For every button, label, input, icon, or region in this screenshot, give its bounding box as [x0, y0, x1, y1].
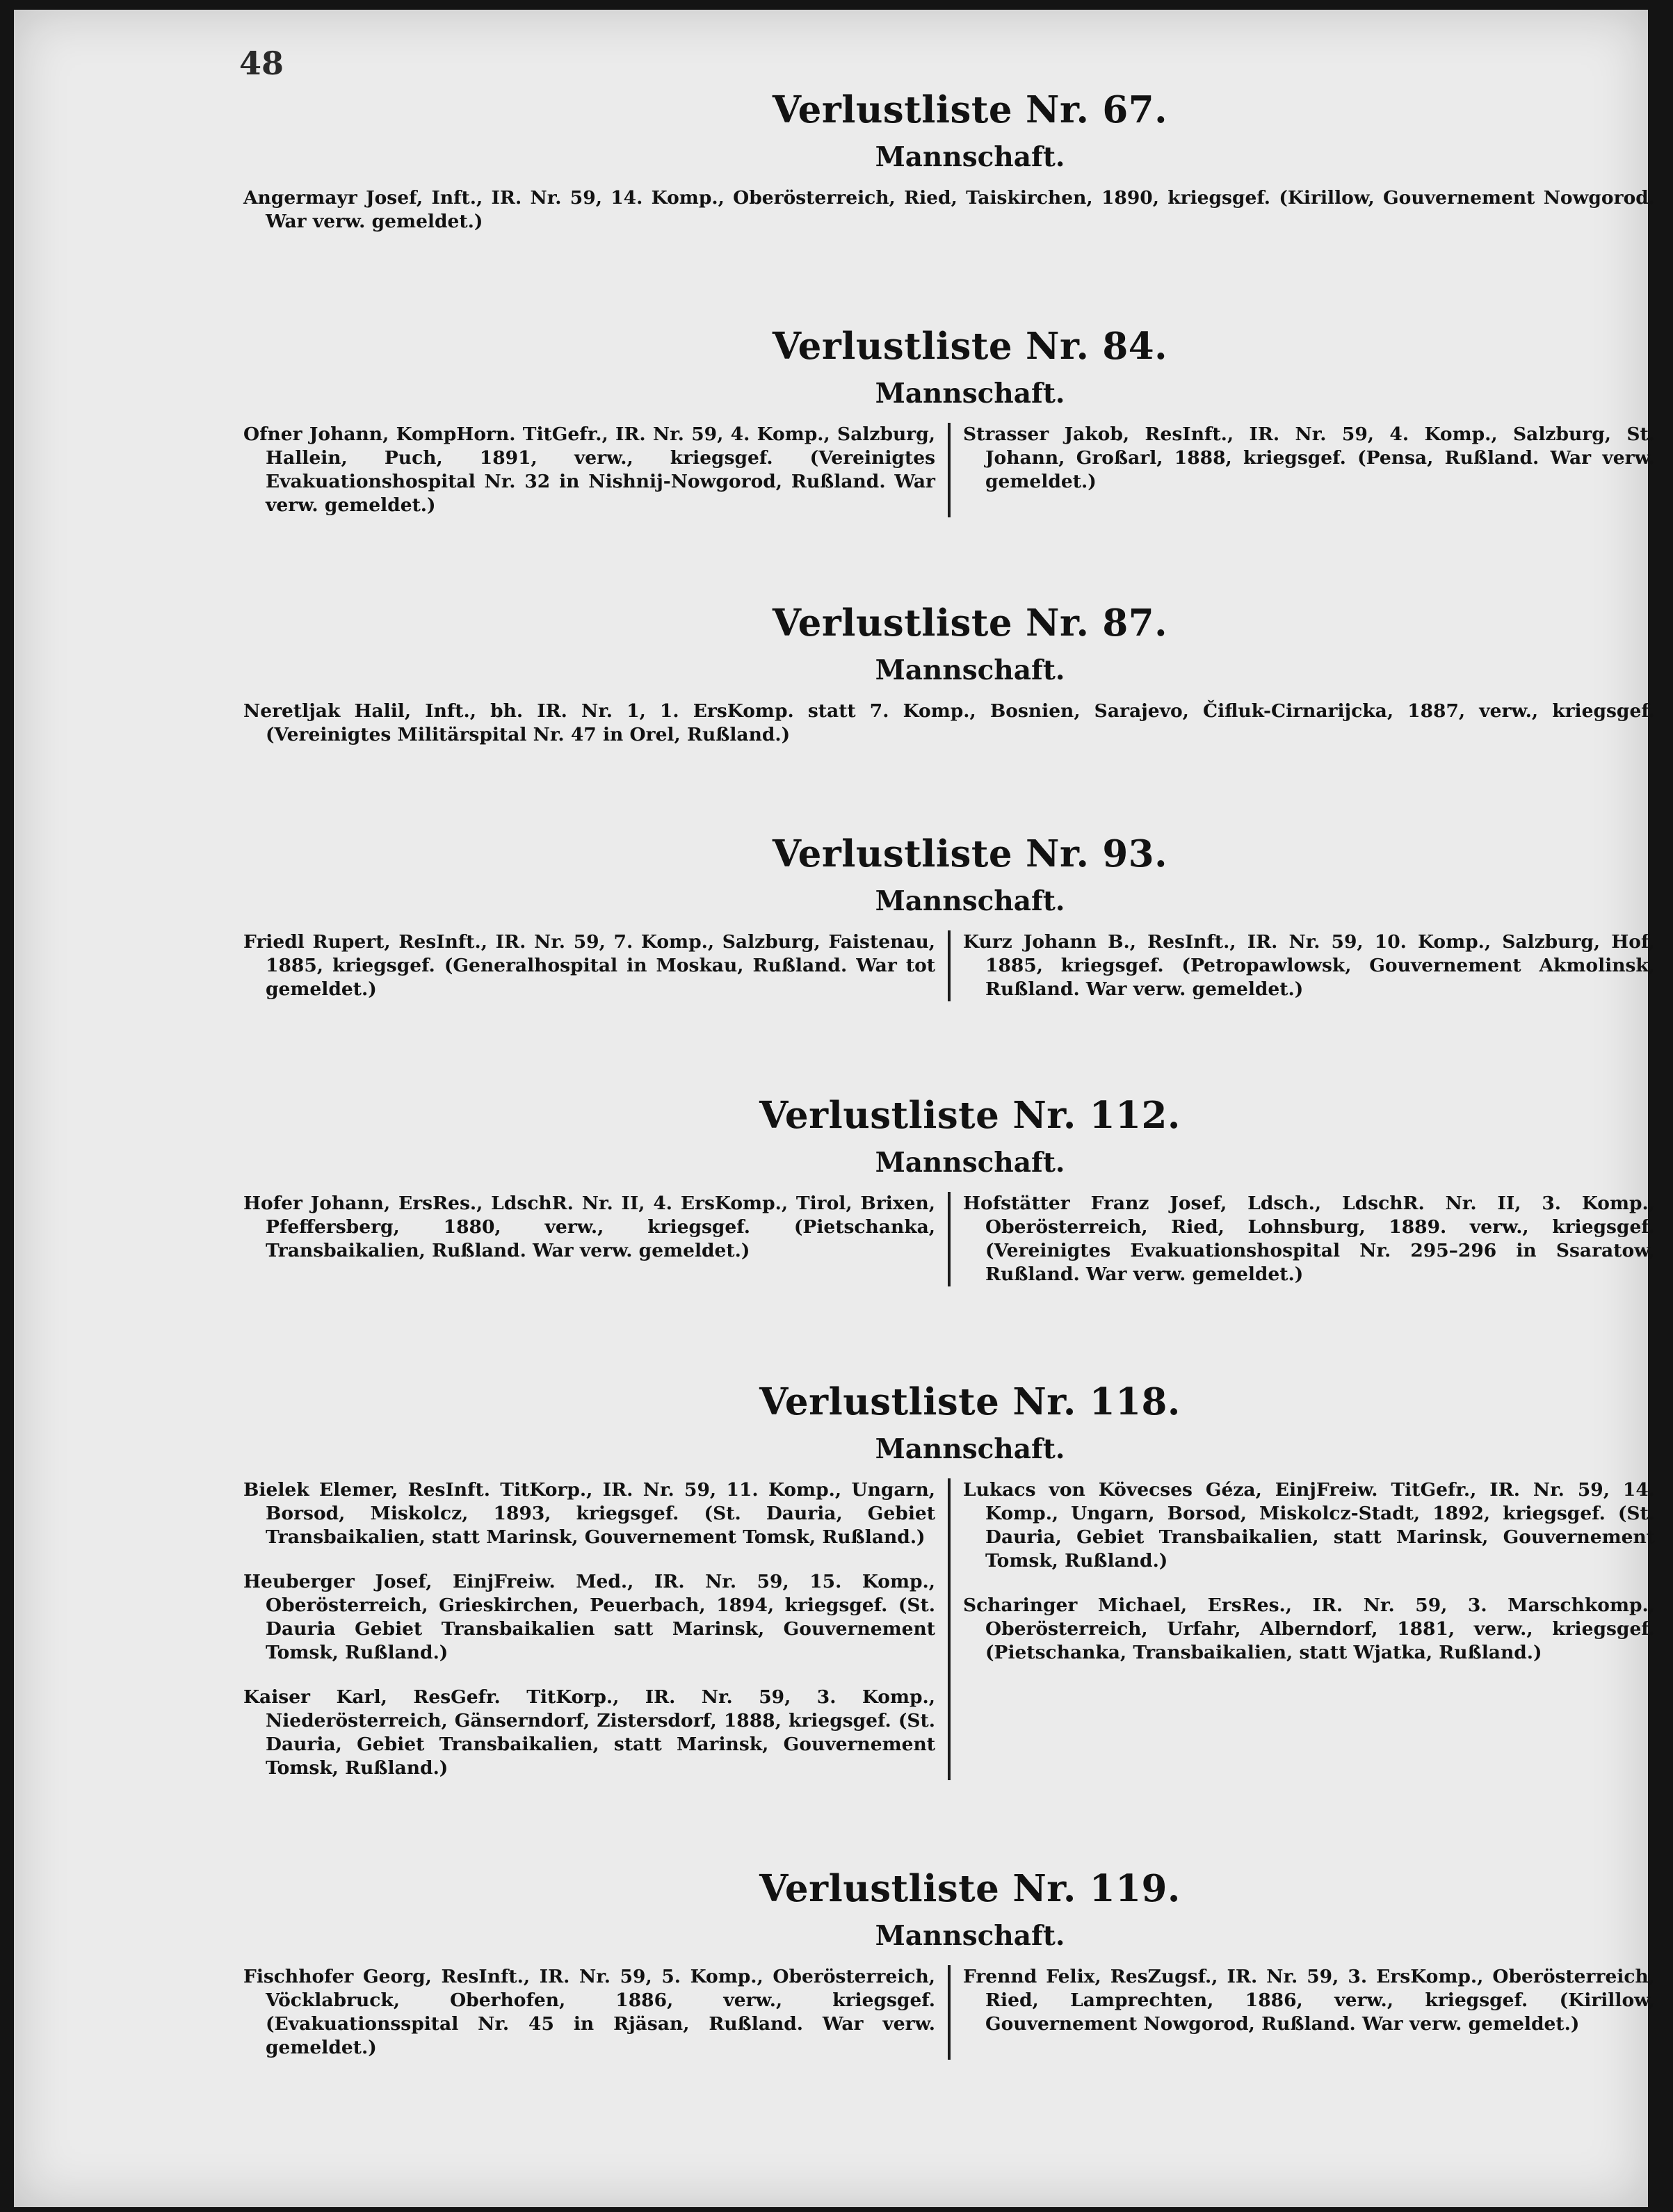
- section-title: Verlustliste Nr. 84.: [772, 325, 1168, 368]
- section-title: Verlustliste Nr. 119.: [759, 1867, 1181, 1910]
- left-column: [243, 1192, 951, 1286]
- casualty-entry: Heuberger Josef, EinjFreiw. Med., IR. Nr. 59, 15. Komp., Oberösterreich, Grieskirchen, Peuerbach, 1894, kriegsgef. (St. Dauria Gebiet Transbaikalien satt Marinsk, Gouvernement Tomsk, Rußland.): [243, 1571, 935, 1663]
- section-subtitle: Mannschaft.: [875, 1920, 1065, 1952]
- section-subtitle: Mannschaft.: [875, 378, 1065, 410]
- section-subtitle: Mannschaft.: [875, 1147, 1065, 1179]
- section-subtitle: Mannschaft.: [875, 141, 1065, 173]
- two-column-list: [243, 1478, 1655, 1780]
- casualty-entry: Kurz Johann B., ResInft., IR. Nr. 59, 10. Komp., Salzburg, Hof, 1885, kriegsgef. (Petropawlowsk, Gouvernement Akmolinsk, Rußland. War verw. gemeldet.): [963, 931, 1655, 1000]
- left-column: [243, 1965, 951, 2060]
- two-column-list: [243, 423, 1655, 517]
- casualty-entry: Kaiser Karl, ResGefr. TitKorp., IR. Nr. 59, 3. Komp., Niederösterreich, Gänserndorf, Zistersdorf, 1888, kriegsgef. (St. Dauria, Gebiet Transbaikalien, statt Marinsk, Gouvernement Tomsk, Rußland.): [243, 1686, 935, 1779]
- section-verlustliste-119: [243, 1866, 1655, 2060]
- page-number: 48: [239, 45, 284, 82]
- casualty-entry: Hofer Johann, ErsRes., LdschR. Nr. II, 4. ErsKomp., Tirol, Brixen, Pfeffersberg, 1880, verw., kriegsgef. (Pietschanka, Transbaikalien, Rußland. War verw. gemeldet.): [243, 1193, 935, 1261]
- section-title: Verlustliste Nr. 112.: [759, 1094, 1181, 1137]
- left-column: [243, 930, 951, 1001]
- section-verlustliste-67: [243, 88, 1655, 234]
- casualty-entry: Neretljak Halil, Inft., bh. IR. Nr. 1, 1. ErsKomp. statt 7. Komp., Bosnien, Sarajevo, Čifluk-Cirnarijcka, 1887, verw., kriegsgef. (Vereinigtes Militärspital Nr. 47 in Orel, Rußland.): [243, 700, 1655, 745]
- section-verlustliste-87: [243, 601, 1655, 747]
- casualty-entry: Hofstätter Franz Josef, Ldsch., LdschR. Nr. II, 3. Komp., Oberösterreich, Ried, Lohnsburg, 1889. verw., kriegsgef. (Vereinigtes Evakuationshospital Nr. 295–296 in Ssaratow, Rußland. War verw. gemeldet.): [963, 1193, 1655, 1285]
- two-column-list: [243, 1965, 1655, 2060]
- scanned-page: [14, 10, 1655, 2207]
- two-column-list: [243, 930, 1655, 1001]
- casualty-entry: Ofner Johann, KompHorn. TitGefr., IR. Nr. 59, 4. Komp., Salzburg, Hallein, Puch, 1891, verw., kriegsgef. (Vereinigtes Evakuationshospital Nr. 32 in Nishnij-Nowgorod, Rußland. War verw. gemeldet.): [243, 423, 935, 516]
- right-column: [951, 1192, 1655, 1286]
- casualty-entry: Fischhofer Georg, ResInft., IR. Nr. 59, 5. Komp., Oberösterreich, Vöcklabruck, Oberhofen, 1886, verw., kriegsgef. (Evakuationsspital Nr. 45 in Rjäsan, Rußland. War verw. gemeldet.): [243, 1966, 935, 2058]
- left-column: [243, 423, 951, 517]
- section-verlustliste-118: [243, 1380, 1655, 1780]
- casualty-entry: Friedl Rupert, ResInft., IR. Nr. 59, 7. Komp., Salzburg, Faistenau, 1885, kriegsgef. (Generalhospital in Moskau, Rußland. War tot gemeldet.): [243, 931, 935, 1000]
- section-subtitle: Mannschaft.: [875, 885, 1065, 917]
- section-verlustliste-84: [243, 324, 1655, 517]
- section-verlustliste-93: [243, 832, 1655, 1001]
- casualty-entry: Scharinger Michael, ErsRes., IR. Nr. 59, 3. Marschkomp., Oberösterreich, Urfahr, Alberndorf, 1881, verw., kriegsgef. (Pietschanka, Transbaikalien, statt Wjatka, Rußland.): [963, 1595, 1655, 1663]
- casualty-entry: Bielek Elemer, ResInft. TitKorp., IR. Nr. 59, 11. Komp., Ungarn, Borsod, Miskolcz, 1893, kriegsgef. (St. Dauria, Gebiet Transbaikalien, statt Marinsk, Gouvernement Tomsk, Rußland.): [243, 1479, 935, 1548]
- casualty-entry: Angermayr Josef, Inft., IR. Nr. 59, 14. Komp., Oberösterreich, Ried, Taiskirchen, 1890, kriegsgef. (Kirillow, Gouvernement Nowgorod. War verw. gemeldet.): [243, 187, 1655, 232]
- section-subtitle: Mannschaft.: [875, 1433, 1065, 1465]
- right-column: [951, 423, 1655, 517]
- two-column-list: [243, 1192, 1655, 1286]
- right-column: [951, 1478, 1655, 1780]
- right-column: [951, 930, 1655, 1001]
- section-title: Verlustliste Nr. 67.: [772, 88, 1168, 131]
- right-column: [951, 1965, 1655, 2060]
- section-verlustliste-112: [243, 1093, 1655, 1286]
- left-column: [243, 1478, 951, 1780]
- section-subtitle: Mannschaft.: [875, 654, 1065, 686]
- section-title: Verlustliste Nr. 118.: [759, 1380, 1181, 1423]
- section-title: Verlustliste Nr. 93.: [772, 832, 1168, 875]
- casualty-entry: Strasser Jakob, ResInft., IR. Nr. 59, 4. Komp., Salzburg, St. Johann, Großarl, 1888, kriegsgef. (Pensa, Rußland. War verw. gemeldet.): [963, 423, 1655, 492]
- casualty-entry: Lukacs von Kövecses Géza, EinjFreiw. TitGefr., IR. Nr. 59, 14. Komp., Ungarn, Borsod, Miskolcz-Stadt, 1892, kriegsgef. (St. Dauria, Gebiet Transbaikalien, statt Marinsk, Gouvernement Tomsk, Rußland.): [963, 1479, 1655, 1572]
- casualty-entry: Frennd Felix, ResZugsf., IR. Nr. 59, 3. ErsKomp., Oberösterreich, Ried, Lamprechten, 1886, verw., kriegsgef. (Kirillow, Gouvernement Nowgorod, Rußland. War verw. gemeldet.): [963, 1966, 1655, 2035]
- section-title: Verlustliste Nr. 87.: [772, 602, 1168, 645]
